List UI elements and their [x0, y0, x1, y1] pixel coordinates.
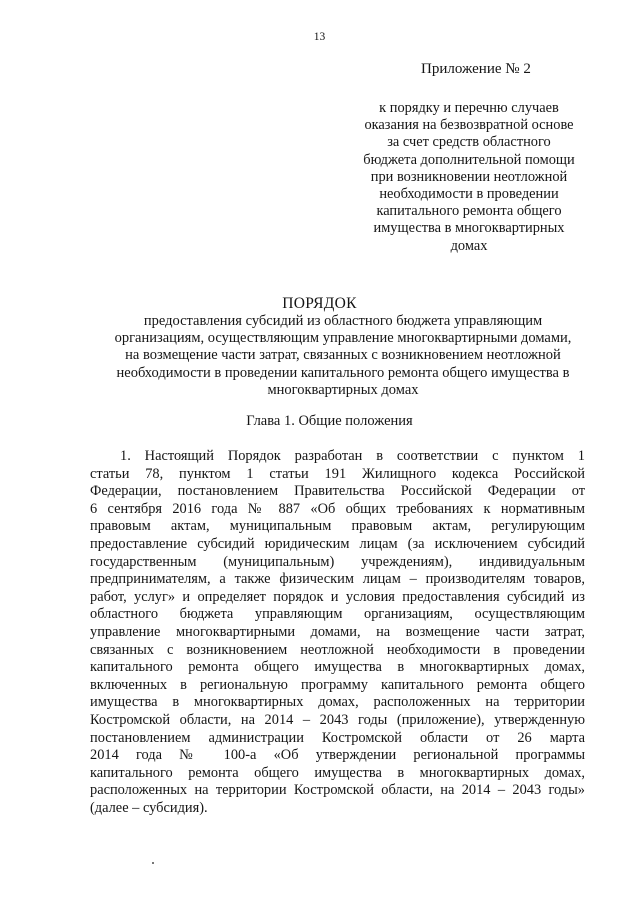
document-subtitle-line: на возмещение части затрат, связанных с возникновением неотложной [125, 347, 561, 364]
paragraph-line: 6 сентября 2016 года № 887 «Об общих требованиях к нормативным [90, 500, 585, 517]
paragraph-line: капитального ремонта общего имущества в многоквартирных домах, [90, 659, 585, 676]
appendix-reference-line: к порядку и перечню случаев [379, 100, 559, 116]
paragraph-line: предпринимателям, а также физическим лицам – производителям товаров, [90, 571, 585, 588]
paragraph-line: работ, услуг» и определяет порядок и условия предоставления субсидий из [90, 588, 585, 605]
paragraph-line: расположенных на территории Костромской области, на 2014 – 2043 годы» [90, 782, 585, 799]
paragraph-line: 1. Настоящий Порядок разработан в соответствии с пунктом 1 [120, 448, 585, 464]
chapter-title: Глава 1. Общие положения [246, 413, 413, 429]
appendix-reference-line: домах [450, 237, 488, 254]
paragraph-line: капитального ремонта общего имущества в многоквартирных домах, [90, 764, 585, 781]
appendix-reference-line: оказания на безвозвратной основе [364, 117, 574, 134]
paragraph-line: (далее – субсидия). [90, 799, 208, 816]
appendix-reference-line: капитального ремонта общего [376, 203, 562, 220]
paragraph-line: статьи 78, пунктом 1 статьи 191 Жилищного кодекса Российской [90, 465, 585, 482]
document-title: ПОРЯДОК [282, 295, 357, 312]
appendix-reference-line: имущества в многоквартирных [373, 220, 565, 237]
document-subtitle-line: организациям, осуществляющим управление многоквартирными домами, [114, 330, 572, 347]
appendix-reference-line: бюджета дополнительной помощи [363, 151, 575, 168]
document-subtitle-line: необходимости в проведении капитального ремонта общего имущества в [116, 364, 570, 381]
paragraph-line: управление многоквартирными домами, на возмещение части затрат, [90, 623, 585, 640]
paragraph-line: включенных в региональную программу капитального ремонта общего [90, 676, 585, 693]
paragraph-line: имущества в многоквартирных домах, расположенных на территории [90, 694, 585, 711]
paragraph-line: постановлением администрации Костромской области от 26 марта [90, 729, 585, 746]
paragraph-1 [90, 448, 585, 817]
paragraph-line: связанных с возникновением неотложной необходимости в проведении [90, 641, 585, 658]
paragraph-line: Федерации, постановлением Правительства Российской Федерации от [90, 483, 585, 500]
paragraph-line: 2014 года № 100-а «Об утверждении региональной программы [90, 747, 585, 764]
document-subtitle [100, 313, 586, 399]
paragraph-line: областного бюджета управляющим организациям, осуществляющим [90, 606, 585, 623]
document-subtitle-line: многоквартирных домах [267, 381, 419, 398]
paragraph-line: государственным (муниципальным) учреждениям), индивидуальным [90, 553, 585, 570]
page-number: 13 [313, 31, 326, 43]
appendix-reference-line: при возникновении неотложной [370, 168, 568, 185]
appendix-reference-line: необходимости в проведении [379, 186, 559, 203]
appendix-reference [354, 100, 584, 255]
appendix-reference-line: за счет средств областного [387, 134, 551, 151]
paragraph-line: правовым актам, муниципальным правовым актам, регулирующим [90, 518, 585, 535]
document-subtitle-line: предоставления субсидий из областного бюджета управляющим [143, 313, 543, 329]
scan-speck [152, 862, 154, 864]
paragraph-line: Костромской области, на 2014 – 2043 годы (приложение), утвержденную [90, 711, 585, 728]
appendix-title: Приложение № 2 [421, 61, 531, 77]
paragraph-line: предоставление субсидий юридическим лицам (за исключением субсидий [90, 535, 585, 552]
